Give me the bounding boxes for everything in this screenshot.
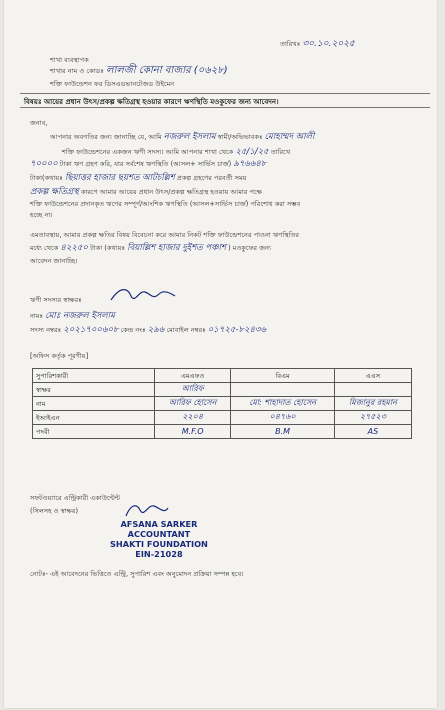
- body-line-5-text: কারণে আমার আয়ের প্রধান উৎস/প্রকল্প ক্ষতিগ্রস্থ হওয়ায় আমার পক্ষে: [80, 188, 262, 196]
- branch-to: শাখা ব্যবস্থাপক: [50, 56, 89, 64]
- row-label: নাম: [33, 397, 155, 411]
- software-sub: (সিলসহ ও স্বাক্ষর): [30, 507, 79, 515]
- row-label: পদবী: [33, 425, 155, 439]
- mobile-label: মোবাইল নম্বরঃ: [166, 326, 206, 334]
- table-row: [33, 369, 412, 383]
- words-label: টাকা(কথায়ঃ: [30, 174, 63, 182]
- waive-words-label: টাকা (কথায়ঃ: [90, 244, 125, 252]
- table-cell: এমএফও: [155, 369, 231, 383]
- row-label: সুপারিশকারী: [33, 369, 155, 383]
- branch-name-value: লালজী কোনা বাজার (০৬২৮): [106, 65, 228, 76]
- footer-note: নোটঃ- এই আবেদনের ভিত্তিতে এন্ট্রি, সুপারিশ এবং অনুমোদন প্রক্রিয়া সম্পন্ন হবে।: [30, 570, 244, 578]
- table-row: [33, 425, 412, 439]
- guardian-label: স্বামী/অভিভাবকঃ: [217, 133, 263, 141]
- loan-amount: ৭০০০০: [30, 159, 58, 169]
- accountant-signature: [122, 500, 172, 520]
- date-line: [280, 40, 355, 48]
- body-line-5: [30, 188, 262, 196]
- date-label: তারিখঃ: [280, 40, 301, 48]
- table-cell: বিএম: [231, 369, 335, 383]
- waive-words: বিয়াল্লিশ হাজার দুইশত পঞ্চাশ: [127, 243, 227, 253]
- table-cell: ২২০৪: [155, 411, 231, 425]
- table-row: [33, 411, 412, 425]
- member-name-label: নামঃ: [30, 312, 44, 320]
- stamp-line-2: ACCOUNTANT: [127, 529, 191, 539]
- subject-text: বিষয়ঃ আয়ের প্রধান উৎস/প্রকল্প ক্ষতিগ্রস্থ হওয়ার কারণে ঋণস্থিতি মওকুফের জন্য আবেদন।: [24, 98, 279, 106]
- body-line-6: শক্তি ফাউন্ডেশনের প্রদানকৃত ঋণের সম্পূর্ণ/আংশিক ঋণস্থিতি (আসল+সার্ভিস চার্জ) পরিশোধ করা সম্ভব: [30, 200, 301, 208]
- member-name-value: মোঃ নজরুল ইসলাম: [45, 311, 115, 321]
- table-cell: আরিফ: [155, 383, 231, 397]
- body-line-2: [62, 148, 290, 156]
- recommendation-table-body: [33, 369, 412, 439]
- body-line-1-prefix: আপনার অবগতির জন্য জানাচ্ছি যে, আমি: [50, 133, 162, 141]
- stamp-line-3: SHAKTI FOUNDATION: [110, 539, 208, 549]
- table-cell: এএস: [334, 369, 411, 383]
- member-sig-label: ঋণী সদস্যর স্বাক্ষরঃ: [30, 296, 82, 304]
- member-info-line: [30, 326, 430, 334]
- table-cell: আরিফ হোসেন: [155, 397, 231, 411]
- branch-name-line: [50, 67, 228, 75]
- date-suffix: তারিখে: [270, 148, 291, 156]
- member-no-value: ২০২১৭০০৬০৮: [63, 325, 119, 335]
- table-cell: AS: [334, 425, 411, 439]
- date-value: ৩০.১০.২০২৫: [302, 39, 355, 49]
- table-cell: [334, 383, 411, 397]
- para2-prefix: মধ্যে থেকে: [30, 244, 59, 252]
- table-cell: [231, 383, 335, 397]
- guardian-name: মোহাম্মদ আলী: [264, 132, 315, 142]
- salutation: জনাব,: [30, 119, 48, 127]
- subject-box: [20, 93, 430, 108]
- member-signature-line: [30, 296, 82, 304]
- body-line-7: হচ্ছে না।: [30, 211, 53, 219]
- body-line-3: [30, 160, 266, 168]
- recommendation-table: [32, 368, 412, 439]
- table-cell: ২৭৫২৩: [334, 411, 411, 425]
- row-label: স্বাক্ষর: [33, 383, 155, 397]
- body-line-4-suffix: প্রকল্প গ্রহণের পরবর্তী সময়: [176, 174, 247, 182]
- application-form: [4, 0, 437, 708]
- office-note: [অফিস কর্তৃক পূরণীয়]: [30, 352, 89, 360]
- row-label: ইআইএন: [33, 411, 155, 425]
- para2-line-3: আবেদন জানাচ্ছি।: [30, 257, 78, 265]
- table-row: [33, 397, 412, 411]
- para2-suffix: ) মওকুফের জন্য: [228, 244, 271, 252]
- loan-date: ২৫/১/২৫: [235, 147, 269, 157]
- mobile-value: ০১৭২৫-৮২৪৩৬: [207, 325, 267, 335]
- body-line-2-text: শক্তি ফাউন্ডেশনের একজন ঋণী সদস্য। আমি আপনার শাখা থেকে: [62, 148, 234, 156]
- member-signature: [109, 284, 179, 304]
- software-title: সফটওয়্যারে এন্ট্রিকারী একাউন্টেন্ট: [30, 494, 120, 502]
- center-label: কেন্দ্র নংঃ: [120, 326, 146, 334]
- table-cell: মো: শাহাদাত হোসেন: [231, 397, 335, 411]
- waive-amount: ৪২২৫০: [60, 243, 88, 253]
- table-cell: ০৪৭৬০: [231, 411, 335, 425]
- member-name-line: [30, 312, 115, 320]
- center-value: ২৯৬: [147, 325, 165, 335]
- table-cell: M.F.O: [155, 425, 231, 439]
- body-line-4: [30, 174, 430, 182]
- balance-value: ৯৭৬৬৪৮: [233, 159, 267, 169]
- accountant-stamp: [110, 519, 208, 559]
- para2-line-2: [30, 244, 271, 252]
- stamp-line-4: EIN-21028: [135, 549, 183, 559]
- borrower-name: নজরুল ইসলাম: [163, 132, 216, 142]
- body-line-3-text: টাকা ঋণ গ্রহণ করি, যার সর্বশেষ ঋণস্থিতি (আসল+ সার্ভিস চার্জ): [59, 160, 232, 168]
- branch-name-label: শাখার নাম ও কোডঃ: [50, 67, 104, 75]
- balance-words: ছিয়াত্তর হাজার ছয়শত আটচল্লিশ: [64, 173, 175, 183]
- member-no-label: সদস্য নম্বরঃ: [30, 326, 62, 334]
- org-line: শক্তি ফাউন্ডেশন ফর ডিসএডভানটেজড উইমেন: [50, 80, 175, 88]
- damage-reason: প্রকল্প ক্ষতিগ্রস্থ: [30, 187, 79, 197]
- body-line-1: [50, 133, 430, 141]
- table-cell: মিজানুর রহমান: [334, 397, 411, 411]
- table-row: [33, 383, 412, 397]
- para2-line-1: এমতাবস্থায়, আমার প্রকল্প ক্ষতির বিষয় বিবেচনা করে আমার নিকট শক্তি ফাউন্ডেশনের পাওনা ঋণস্থিতির: [30, 231, 300, 239]
- table-cell: B.M: [231, 425, 335, 439]
- stamp-line-1: AFSANA SARKER: [120, 519, 198, 529]
